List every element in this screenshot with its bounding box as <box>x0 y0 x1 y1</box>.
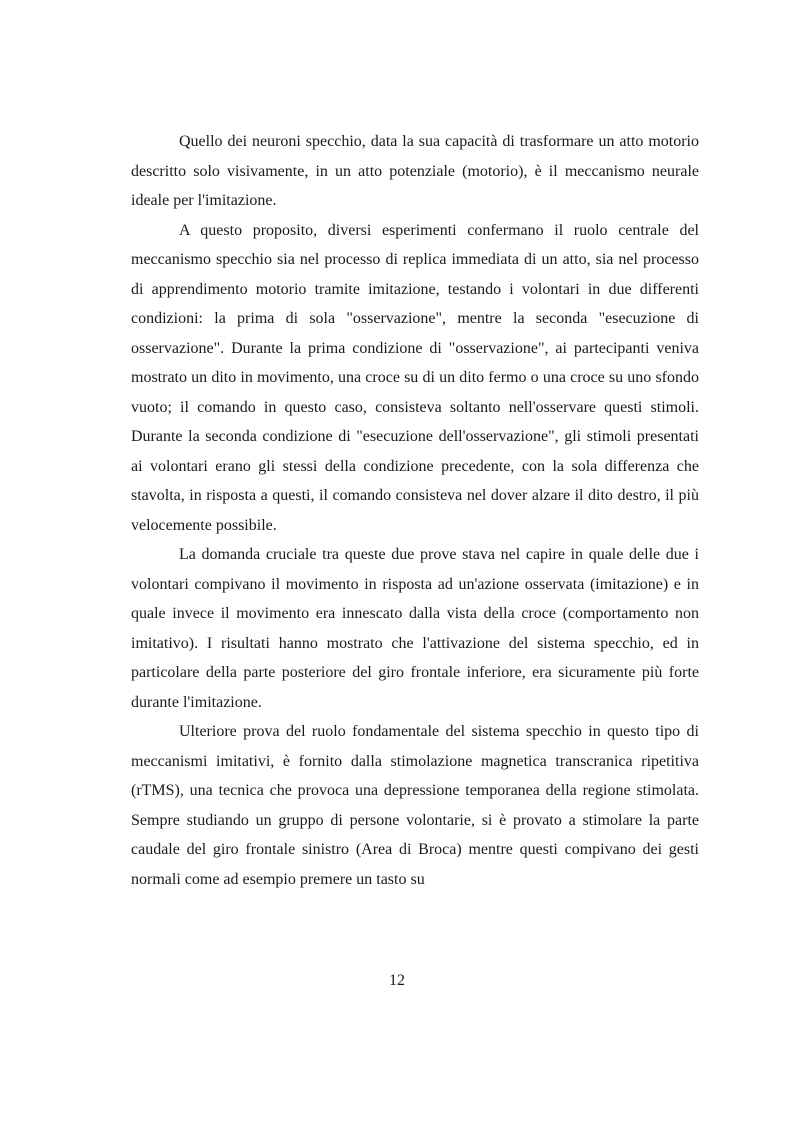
paragraph-4: Ulteriore prova del ruolo fondamentale del sistema specchio in questo tipo di meccanismi imitativi, è fornito dalla stimolazione magnetica transcranica ripetitiva (rTMS), una tecnica che provoca una depressione temporanea della regione stimolata. Sempre studiando un gruppo di persone volontarie, si è provato a stimolare la parte caudale del giro frontale sinistro (Area di Broca) mentre questi compivano dei gesti normali come ad esempio premere un tasto su <box>131 723 699 888</box>
page-number: 12 <box>389 972 405 989</box>
paragraph-3: La domanda cruciale tra queste due prove stava nel capire in quale delle due i volontari compivano il movimento in risposta ad un'azione osservata (imitazione) e in quale invece il movimento era innescato dalla vista della croce (comportamento non imitativo). I risultati hanno mostrato che l'attivazione del sistema specchio, ed in particolare della parte posteriore del giro frontale inferiore, era sicuramente più forte durante l'imitazione. <box>131 546 699 711</box>
paragraph-1: Quello dei neuroni specchio, data la sua capacità di trasformare un atto motorio descritto solo visivamente, in un atto potenziale (motorio), è il meccanismo neurale ideale per l'imitazione. <box>131 133 699 209</box>
body-text <box>131 127 699 894</box>
paragraph-2: A questo proposito, diversi esperimenti confermano il ruolo centrale del meccanismo specchio sia nel processo di replica immediata di un atto, sia nel processo di apprendimento motorio tramite imitazione, testando i volontari in due differenti condizioni: la prima di sola "osservazione", mentre la seconda "esecuzione di osservazione". Durante la prima condizione di "osservazione", ai partecipanti veniva mostrato un dito in movimento, una croce su di un dito fermo o una croce su uno sfondo vuoto; il comando in questo caso, consisteva soltanto nell'osservare questi stimoli. Durante la seconda condizione di "esecuzione dell'osservazione", gli stimoli presentati ai volontari erano gli stessi della condizione precedente, con la sola differenza che stavolta, in risposta a questi, il comando consisteva nel dover alzare il dito destro, il più velocemente possibile. <box>131 221 699 534</box>
